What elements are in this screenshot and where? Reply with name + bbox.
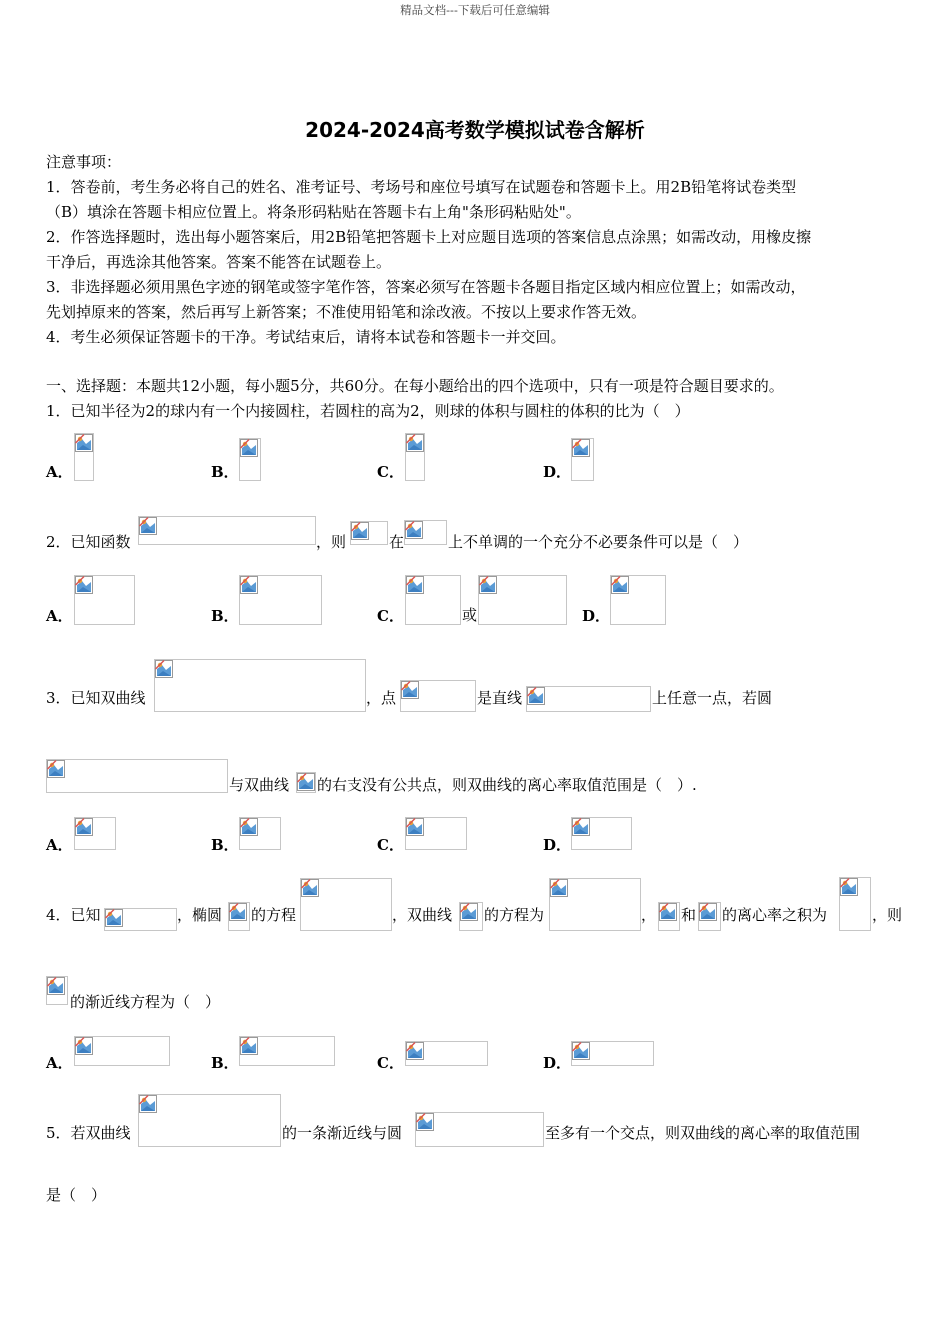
broken-image-icon <box>401 681 419 699</box>
q1-option-b-label: B． <box>211 463 239 481</box>
q5-text-4: 是（ ） <box>46 1186 107 1204</box>
q4-hyperbola-equation-image <box>549 878 641 931</box>
page-title: 2024-2024高考数学模拟试卷含解析 <box>305 118 645 142</box>
broken-image-icon <box>301 879 319 897</box>
broken-image-icon <box>405 521 423 539</box>
broken-image-icon <box>406 1042 424 1060</box>
q4-option-c-label: C． <box>377 1054 404 1072</box>
q4-ellipse-equation-image <box>300 878 392 931</box>
q4-ellipse-ref-image <box>658 902 680 931</box>
q3-option-b-formula-image <box>239 817 281 850</box>
q1-option-b-formula-image <box>239 438 261 481</box>
q2-option-b-formula-image <box>239 575 322 625</box>
q5-text-3: 至多有一个交点，则双曲线的离心率的取值范围 <box>545 1124 861 1142</box>
q3-option-a-label: A． <box>46 836 73 854</box>
q4-text-2: ，椭圆 <box>177 906 223 924</box>
broken-image-icon <box>611 576 629 594</box>
q1-option-c-formula-image <box>405 433 425 481</box>
q2-function-image <box>138 516 316 545</box>
broken-image-icon <box>75 434 93 452</box>
q2-option-a-formula-image <box>74 575 135 625</box>
q3-text-5: 与双曲线 <box>229 776 290 794</box>
notes-line-7: 4．考生必须保证答题卡的干净。考试结束后，请将本试卷和答题卡一并交回。 <box>46 328 566 346</box>
q3-option-d-label: D． <box>543 836 572 854</box>
q3-hyperbola-symbol-image <box>296 772 316 793</box>
broken-image-icon <box>139 1095 157 1113</box>
q4-option-d-label: D． <box>543 1054 572 1072</box>
q2-option-c-or: 或 <box>462 606 478 624</box>
broken-image-icon <box>699 903 717 921</box>
notes-line-5: 3．非选择题必须用黑色字迹的钢笔或签字笔作答，答案必须写在答题卡各题目指定区域内相应位置上；如需改动， <box>46 278 806 296</box>
q3-hyperbola-image <box>154 659 366 712</box>
broken-image-icon <box>406 576 424 594</box>
q4-text-6: ， <box>641 906 657 924</box>
broken-image-icon <box>572 1042 590 1060</box>
broken-image-icon <box>659 903 677 921</box>
broken-image-icon <box>75 1037 93 1055</box>
q4-product-value-image <box>839 877 871 931</box>
q3-text-3: 是直线 <box>477 689 523 707</box>
broken-image-icon <box>105 909 123 927</box>
q3-circle-image <box>46 759 228 793</box>
q4-hyperbola-asymptote-image <box>46 976 68 1005</box>
q3-text-1: 3．已知双曲线 <box>46 689 146 707</box>
notes-line-6: 先划掉原来的答案，然后再写上新答案；不准使用铅笔和涂改液。不按以上要求作答无效。 <box>46 303 647 321</box>
broken-image-icon <box>550 879 568 897</box>
q4-text-1: 4．已知 <box>46 906 101 924</box>
q2-text-2: ，则 <box>316 533 347 551</box>
q3-option-b-label: B． <box>211 836 239 854</box>
q2-option-c-formula-image-2 <box>478 575 567 625</box>
notes-line-3: 2．作答选择题时，选出每小题答案后，用2B铅笔把答题卡上对应题目选项的答案信息点涂黑；如需改动，用橡皮擦 <box>46 228 812 246</box>
q1-text: 1．已知半径为2的球内有一个内接圆柱，若圆柱的高为2，则球的体积与圆柱的体积的比为（ ） <box>46 402 690 420</box>
broken-image-icon <box>139 517 157 535</box>
q4-hyperbola-ref-image <box>698 902 721 931</box>
q4-ellipse-symbol-image <box>228 902 250 931</box>
q4-option-a-label: A． <box>46 1054 73 1072</box>
q5-hyperbola-image <box>138 1094 281 1147</box>
broken-image-icon <box>351 522 369 540</box>
q2-text-3: 在 <box>389 533 405 551</box>
q2-interval-image <box>404 520 447 545</box>
broken-image-icon <box>297 773 315 791</box>
q1-option-a-label: A． <box>46 463 73 481</box>
notes-line-2: （B）填涂在答题卡相应位置上。将条形码粘贴在答题卡右上角"条形码粘贴处"。 <box>46 203 581 221</box>
q1-option-a-formula-image <box>74 433 94 481</box>
notes-heading: 注意事项： <box>46 153 122 171</box>
q3-option-c-label: C． <box>377 836 404 854</box>
broken-image-icon <box>155 660 173 678</box>
q3-line-image <box>526 686 651 712</box>
broken-image-icon <box>240 1037 258 1055</box>
broken-image-icon <box>479 576 497 594</box>
notes-line-4: 干净后，再选涂其他答案。答案不能答在试题卷上。 <box>46 253 392 271</box>
broken-image-icon <box>47 977 65 995</box>
q4-option-d-formula-image <box>571 1041 654 1066</box>
broken-image-icon <box>840 878 858 896</box>
q1-option-c-label: C． <box>377 463 404 481</box>
q4-option-c-formula-image <box>405 1041 488 1066</box>
q1-option-d-formula-image <box>571 438 594 481</box>
q4-text-9: ，则 <box>872 906 903 924</box>
page-header: 精品文档---下载后可任意编辑 <box>400 3 550 17</box>
q4-option-b-label: B． <box>211 1054 239 1072</box>
q3-option-c-formula-image <box>405 817 467 850</box>
q4-text-10: 的渐近线方程为（ ） <box>70 993 221 1011</box>
q2-option-a-label: A． <box>46 607 73 625</box>
broken-image-icon <box>406 818 424 836</box>
broken-image-icon <box>527 687 545 705</box>
q4-option-b-formula-image <box>239 1036 335 1066</box>
q3-option-a-formula-image <box>74 817 116 850</box>
broken-image-icon <box>572 439 590 457</box>
q2-option-b-label: B． <box>211 607 239 625</box>
q2-text-4: 上不单调的一个充分不必要条件可以是（ ） <box>448 533 749 551</box>
broken-image-icon <box>75 576 93 594</box>
q5-text-1: 5．若双曲线 <box>46 1124 131 1142</box>
broken-image-icon <box>229 903 247 921</box>
q5-text-2: 的一条渐近线与圆 <box>282 1124 403 1142</box>
q3-text-4: 上任意一点，若圆 <box>652 689 773 707</box>
q4-text-8: 的离心率之积为 <box>722 906 828 924</box>
broken-image-icon <box>572 818 590 836</box>
q3-option-d-formula-image <box>571 817 632 850</box>
broken-image-icon <box>240 818 258 836</box>
broken-image-icon <box>240 439 258 457</box>
q3-point-image <box>400 680 476 712</box>
broken-image-icon <box>240 576 258 594</box>
broken-image-icon <box>460 903 478 921</box>
section-heading: 一、选择题：本题共12小题，每小题5分，共60分。在每小题给出的四个选项中，只有一项是符合题目要求的。 <box>46 377 784 395</box>
q2-condition-image <box>350 521 388 545</box>
q3-text-6: 的右支没有公共点，则双曲线的离心率取值范围是（ ）. <box>317 776 697 794</box>
q3-text-2: ，点 <box>366 689 397 707</box>
broken-image-icon <box>406 434 424 452</box>
broken-image-icon <box>416 1113 434 1131</box>
q2-option-d-label: D． <box>582 607 611 625</box>
q4-condition-image <box>104 908 177 931</box>
q2-text-1: 2．已知函数 <box>46 533 131 551</box>
notes-line-1: 1．答卷前，考生务必将自己的姓名、准考证号、考场号和座位号填写在试题卷和答题卡上。用2B铅笔将试卷类型 <box>46 178 797 196</box>
q5-circle-image <box>415 1112 544 1147</box>
q2-option-d-formula-image <box>610 575 666 625</box>
q4-option-a-formula-image <box>74 1036 170 1066</box>
q4-text-3: 的方程 <box>251 906 297 924</box>
q4-hyperbola-symbol-image <box>459 902 483 931</box>
q4-text-4: ，双曲线 <box>392 906 453 924</box>
q2-option-c-label: C． <box>377 607 404 625</box>
q1-option-d-label: D． <box>543 463 572 481</box>
q4-text-5: 的方程为 <box>484 906 545 924</box>
broken-image-icon <box>75 818 93 836</box>
q4-text-7: 和 <box>681 906 697 924</box>
broken-image-icon <box>47 760 65 778</box>
q2-option-c-formula-image-1 <box>405 575 461 625</box>
